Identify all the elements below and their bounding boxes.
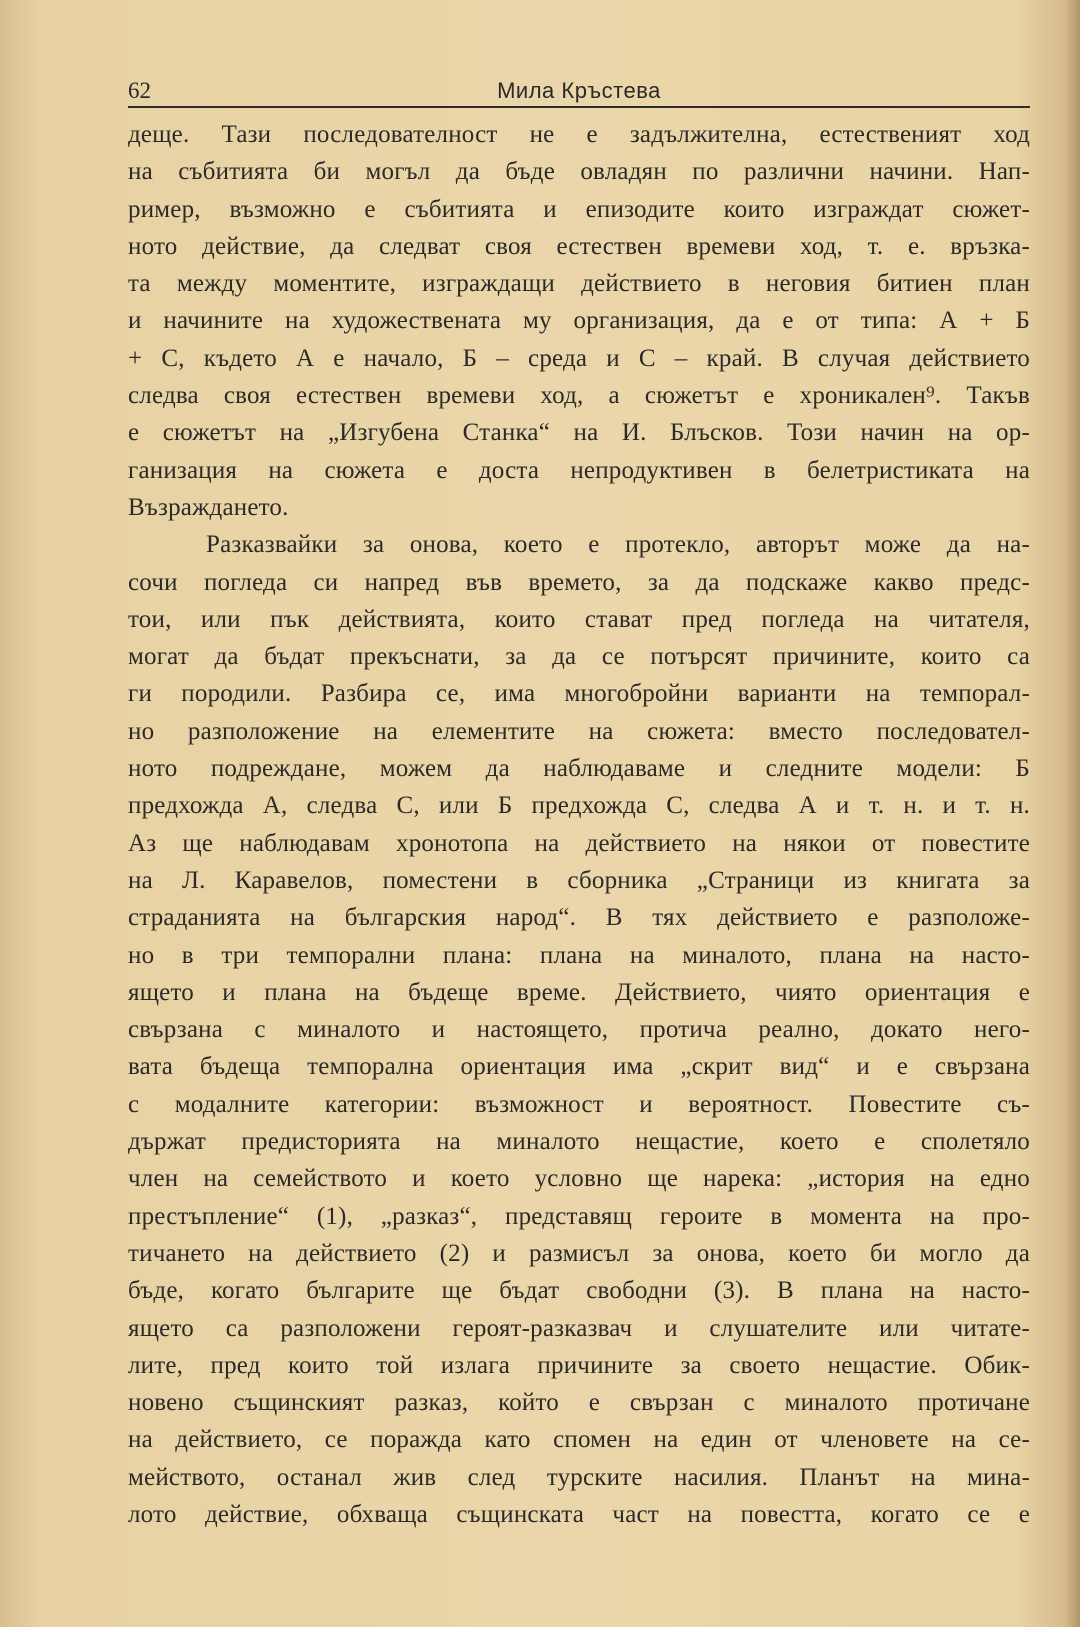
running-title: Мила Кръстева xyxy=(497,78,661,103)
text-line: Възраждането. xyxy=(128,493,289,521)
text-line: ганизация на сюжета е доста непродуктивен в белетристиката на xyxy=(128,456,1030,484)
text-line: мейството, останал жив след турските насилия. Планът на мина- xyxy=(128,1463,1030,1491)
text-line: Аз ще наблюдавам хронотопа на действието на някои от повестите xyxy=(128,829,1030,857)
text-line: е сюжетът на „Изгубена Станка“ на И. Блъсков. Този начин на ор- xyxy=(128,419,1030,447)
paragraph-2 xyxy=(128,526,1030,1533)
text-line: ример, възможно е събитията и епизодите които изграждат сюжет- xyxy=(128,195,1030,223)
text-line: но в три темпорални плана: плана на миналото, плана на насто- xyxy=(128,941,1030,969)
text-line: тичането на действието (2) и размисъл за онова, което би могло да xyxy=(128,1239,1030,1267)
text-line: страданията на българския народ“. В тях действието е разположе- xyxy=(128,904,1030,932)
text-line: ното действие, да следват своя естествен времеви ход, т. е. връзка- xyxy=(128,232,1030,260)
paragraph-1 xyxy=(128,116,1030,526)
text-line: бъде, когато българите ще бъдат свободни (3). В плана на насто- xyxy=(128,1277,1030,1305)
text-line: та между моментите, изграждащи действието в неговия битиен план xyxy=(128,270,1030,298)
text-line: държат предисторията на миналото нещастие, което е сполетяло xyxy=(128,1128,1030,1156)
text-line: сочи погледа си напред във времето, за да подскаже какво предс- xyxy=(128,568,1030,596)
text-line: вата бъдеща темпорална ориентация има „скрит вид“ и е свързана xyxy=(128,1053,1030,1081)
body-text xyxy=(128,116,1030,1533)
text-line: новено същинският разказ, който е свързан с миналото протичане xyxy=(128,1389,1030,1417)
text-line: ното подреждане, можем да наблюдаваме и следните модели: Б xyxy=(128,755,1030,783)
text-line: престъпление“ (1), „разказ“, представящ героите в момента на про- xyxy=(128,1202,1030,1230)
text-line: Разказвайки за онова, което е протекло, авторът може да на- xyxy=(206,531,1030,559)
text-line: на Л. Каравелов, поместени в сборника „Страници из книгата за xyxy=(128,866,1030,894)
text-line: тои, или пък действията, които стават пред погледа на читателя, xyxy=(128,605,1030,633)
text-line: ги породили. Разбира се, има многобройни варианти на темпорал- xyxy=(128,680,1030,708)
text-line: + С, където А е начало, Б – среда и С – край. В случая действието xyxy=(128,344,1030,372)
text-line: ящето и плана на бъдеще време. Действието, чиято ориентация е xyxy=(128,978,1030,1006)
text-line: ящето са разположени героят-разказвач и слушателите или читате- xyxy=(128,1314,1030,1342)
text-line: лите, пред които той излага причините за своето нещастие. Обик- xyxy=(128,1351,1030,1379)
text-line: свързана с миналото и настоящето, протича реално, докато него- xyxy=(128,1016,1030,1044)
text-line: следва своя естествен времеви ход, а сюжетът е хроникален⁹. Такъв xyxy=(128,382,1030,410)
text-line: член на семейството и което условно ще нарека: „история на едно xyxy=(128,1165,1030,1193)
text-line: и начините на художествената му организация, да е от типа: А + Б xyxy=(128,307,1030,335)
text-line: на действието, се поражда като спомен на един от членовете на се- xyxy=(128,1426,1030,1454)
running-head xyxy=(128,72,1030,108)
text-line: но разположение на елементите на сюжета: вместо последовател- xyxy=(128,717,1030,745)
text-line: с модалните категории: възможност и вероятност. Повестите съ- xyxy=(128,1090,1030,1118)
text-line: на събитията би могъл да бъде овладян по различни начини. Нап- xyxy=(128,158,1030,186)
page-edge-shadow xyxy=(1066,0,1080,1627)
text-line: могат да бъдат прекъснати, за да се потърсят причините, които са xyxy=(128,643,1030,671)
text-line: предхожда А, следва С, или Б предхожда С, следва А и т. н. и т. н. xyxy=(128,792,1030,820)
page-number: 62 xyxy=(128,78,151,103)
text-line: лото действие, обхваща същинската част на повестта, когато се е xyxy=(128,1500,1030,1528)
text-line: деще. Тази последователност не е задължителна, естественият ход xyxy=(128,121,1030,148)
